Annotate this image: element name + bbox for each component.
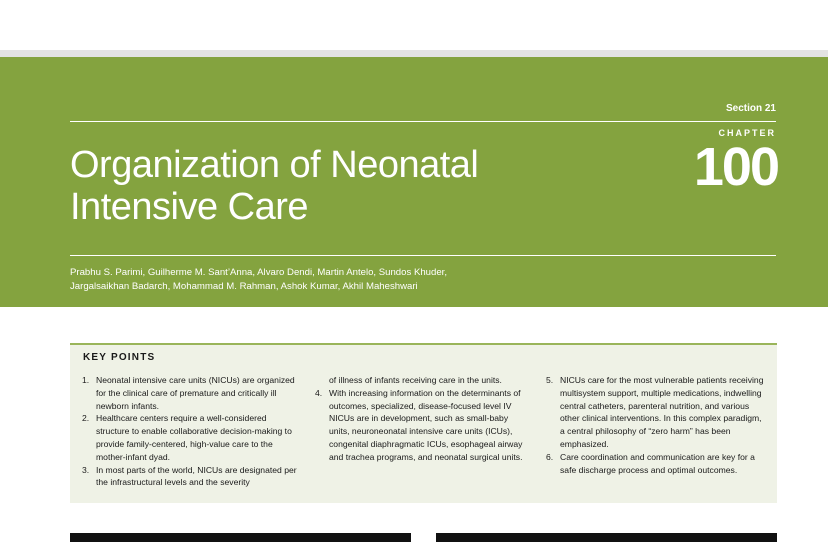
- key-points-box: [70, 343, 777, 503]
- key-points-column-3: [546, 374, 768, 476]
- key-point-item: [82, 412, 302, 463]
- chapter-header: [0, 57, 828, 307]
- key-point-item: [546, 451, 768, 477]
- key-point-text: Neonatal intensive care units (NICUs) are organized for the clinical care of premature and critically ill newborn infants.: [96, 375, 295, 411]
- key-points-column-1: [82, 374, 302, 489]
- key-point-text: With increasing information on the determinants of outcomes, specialized, disease-focused level IV NICUs are in development, such as small-baby units, neuroneonatal intensive care units (ICUs), congenital diaphragmatic ICUs, esophageal airway and trachea programs, and neonatal surgical units.: [329, 387, 523, 462]
- key-point-item: [82, 374, 302, 412]
- key-point-number: 2.: [82, 413, 90, 424]
- section-heading-bar-right: [436, 533, 777, 542]
- key-point-text: In most parts of the world, NICUs are designated per the infrastructural levels and the severity: [96, 464, 297, 488]
- key-point-number: 1.: [82, 375, 90, 385]
- authors-line2: Jargalsaikhan Badarch, Mohammad M. Rahman, Ashok Kumar, Akhil Maheshwari: [70, 281, 418, 292]
- key-points-heading: KEY POINTS: [83, 352, 156, 363]
- page-separator: [0, 50, 828, 57]
- key-point-item: [82, 464, 302, 490]
- key-point-text: Care coordination and communication are key for a safe discharge process and optimal outcomes.: [560, 451, 755, 475]
- key-point-number: 4.: [315, 387, 323, 398]
- author-list: [70, 266, 530, 294]
- key-point-text: NICUs care for the most vulnerable patients receiving multisystem support, multiple medications, indwelling central catheters, parenteral nutrition, and various other clinical interventions. In this complex paradigm, a central philosophy of “zero harm” has been emphasized.: [560, 375, 764, 449]
- key-point-item: [315, 387, 530, 464]
- chapter-number: 100: [693, 137, 778, 197]
- key-point-number: 5.: [546, 375, 554, 385]
- authors-line1: Prabhu S. Parimi, Guilherme M. Sant’Anna, Alvaro Dendi, Martin Antelo, Sundos Khuder,: [70, 267, 448, 278]
- chapter-label: CHAPTER: [718, 128, 776, 138]
- chapter-title-line2: Intensive Care: [70, 186, 309, 228]
- key-points-column-2: [315, 374, 530, 464]
- chapter-title: [70, 144, 630, 228]
- header-rule-bottom: [70, 255, 776, 256]
- key-point-item: [546, 374, 768, 451]
- key-point-text: Healthcare centers require a well-considered structure to enable collaborative decision-making to provide family-centered, high-value care to the mother-infant dyad.: [96, 413, 292, 462]
- section-label: Section 21: [725, 103, 776, 114]
- page-top-margin: [0, 0, 828, 50]
- key-point-number: 6.: [546, 451, 554, 462]
- chapter-title-line1: Organization of Neonatal: [70, 144, 479, 186]
- header-rule-top: [70, 121, 776, 122]
- section-heading-bar-left: [70, 533, 411, 542]
- key-point-continuation: of illness of infants receiving care in the units.: [329, 375, 502, 385]
- key-point-number: 3.: [82, 464, 90, 475]
